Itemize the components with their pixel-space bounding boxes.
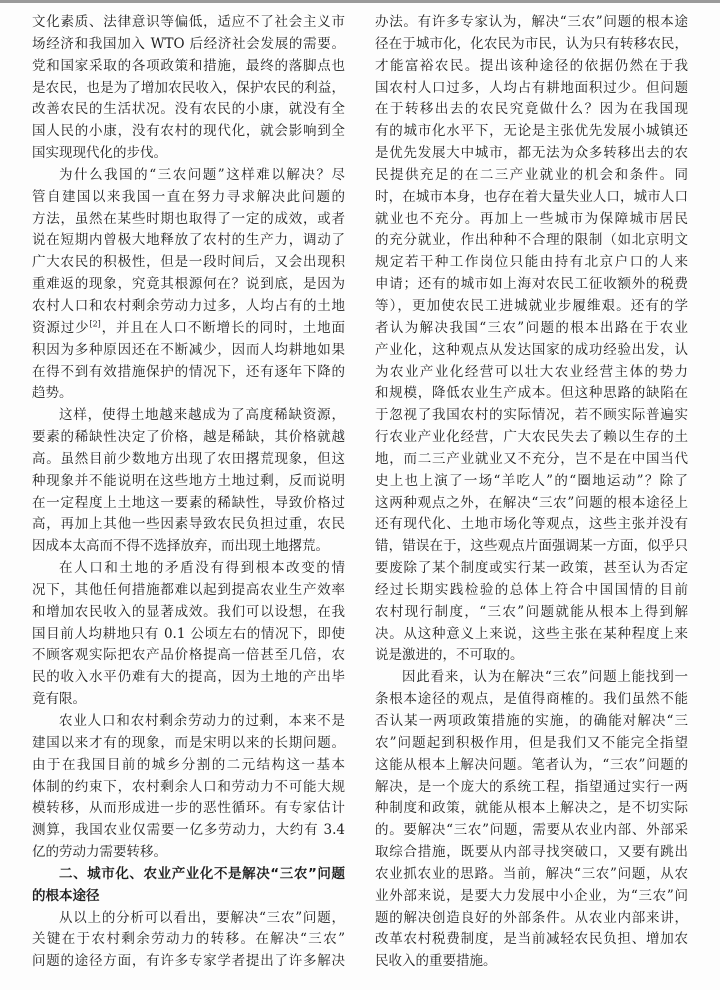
text-line: 农”问题起到积极作用，但是我们又不能完全指望 (375, 734, 688, 751)
text-line: 申请；还有的城市如上海对农民工征收额外的税费 (375, 276, 688, 293)
text-line: 产业化，这种观点从发达国家的成功经验出发，认 (375, 341, 688, 358)
text-line: 是优先发展大中城市，都无法为众多转移出去的农 (375, 145, 688, 162)
paragraph (375, 12, 688, 667)
text-line: 还有现代化、土地市场化等观点，这些主张并没有 (375, 516, 688, 533)
text-line: 者认为解决我国“三农”问题的根本出路在于农业 (375, 319, 688, 336)
text-line: 规定若干种工作岗位只能由持有北京户口的人来 (375, 254, 688, 271)
paragraph (32, 908, 345, 974)
text-line: 种现象并不能说明在这些地方土地过剩，反而说明 (32, 472, 345, 489)
text-line: 民收入的重要措施。 (375, 953, 497, 970)
text-line: 题的解决创造良好的外部条件。从农业内部来讲， (375, 909, 688, 926)
text-line (32, 318, 345, 340)
text-line: 办法。有许多专家认为，解决“三农”问题的根本途 (375, 14, 688, 30)
text-segment: ，并且在人口不断增长的同时，土地面 (100, 319, 346, 336)
text-line: 和规模，降低农业生产成本。但这种思路的缺陷在 (375, 385, 688, 402)
text-line: 否认某一两项政策措施的实施，的确能对解决“三 (375, 713, 688, 729)
text-line: 因此看来，认为在解决“三农”问题上能找到一 (402, 669, 688, 686)
text-line: 积因为多种原因还在不断减少，因而人均耕地如果 (32, 341, 345, 358)
text-line: 亿的劳动力需要转移。 (32, 844, 167, 861)
text-line: 国目前人均耕地只有 0.1 公顷左右的情况下，即使 (32, 625, 345, 642)
text-line: 民提供充足的在二三产业就业的机会和条件。同 (375, 166, 688, 183)
text-line: 解决，是一个庞大的系统工程，指望通过实行一两 (375, 778, 688, 795)
text-line: 重难返的现象，究竟其根源何在？说到底，是因为 (32, 276, 345, 293)
text-line: 趋势。 (32, 385, 73, 402)
text-line: 在人口和土地的矛盾没有得到根本改变的情 (59, 560, 345, 577)
text-line: 农业人口和农村剩余劳动力的过剩，本来不是 (59, 713, 345, 729)
text-line: 这能从根本上解决问题。笔者认为，“三农”问题的 (375, 756, 688, 773)
text-line: 业外部来说，是要大力发展中小企业，为“三农”问 (375, 887, 688, 904)
text-line: 问题的途径方面，有许多专家学者提出了许多解决 (32, 953, 345, 970)
text-line: 国农村人口过多，人均占有耕地面积过少。但问题 (375, 79, 688, 96)
text-line: 广大农民的积极性，但是一段时间后，又会出现积 (32, 254, 345, 271)
text-line: 况下，其他任何措施都难以起到提高农业生产效率 (32, 581, 345, 598)
text-line: 就业也不充分。再加上一些城市为保障城市居民 (375, 210, 688, 227)
text-line: 要素的稀缺性决定了价格，越是稀缺，其价格就越 (32, 429, 345, 446)
section-heading (32, 864, 345, 908)
text-line: 有的城市化水平下，无论是主张优先发展小城镇还 (375, 123, 688, 140)
text-line: 改革农村税费制度，是当前减轻农民负担、增加农 (375, 931, 688, 948)
text-line: 要废除了某个制度或实行某一政策，甚至认为否定 (375, 560, 688, 577)
text-line: 模转移，从而形成进一步的恶性循环。有专家估计 (32, 800, 345, 817)
paragraph (32, 12, 345, 165)
text-line: 二、城市化、农业产业化不是解决“三农”问题 (59, 865, 345, 882)
text-line: 体制的约束下，农村剩余人口和劳动力不可能大规 (32, 778, 345, 795)
text-line: 等），更加使农民工进城就业步履维艰。还有的学 (375, 297, 688, 314)
text-line: 国实现现代化的步伐。 (32, 145, 167, 162)
text-line: 不顾客观实际把农产品价格提高一倍甚至几倍，农 (32, 647, 345, 664)
text-line: 的充分就业，作出种种不合理的限制（如北京明文 (375, 232, 688, 249)
citation-reference: [2] (89, 319, 101, 329)
text-line: 场经济和我国加入 WTO 后经济社会发展的需要。 (32, 35, 345, 52)
text-line: 国人民的小康，没有农村的现代化，就会影响到全 (32, 123, 345, 140)
text-line: 在一定程度上土地这一要素的稀缺性，导致价格过 (32, 494, 345, 511)
text-line: 高，再加上其他一些因素导致农民负担过重，农民 (32, 516, 345, 533)
text-line: 说是激进的，不可取的。 (375, 647, 524, 664)
text-line: 农村人口和农村剩余劳动力过多，人均占有的土地 (32, 297, 345, 314)
text-line: 才能富裕农民。提出该种途径的依据仍然在于我 (375, 57, 688, 74)
text-line: 管自建国以来我国一直在努力寻求解决此问题的 (32, 188, 345, 205)
text-line: 行农业产业化经营，广大农民失去了赖以生存的土 (375, 429, 688, 446)
paragraph (32, 711, 345, 864)
paragraph (375, 667, 688, 973)
scan-edge (0, 0, 720, 3)
paragraph (32, 558, 345, 711)
text-line: 时，在城市本身，也存在着大量失业人口，城市人口 (375, 188, 688, 205)
paragraph (32, 405, 345, 558)
text-line: 说在短期内曾极大地释放了农村的生产力，调动了 (32, 232, 345, 249)
text-line: 竟有限。 (32, 691, 86, 708)
text-line: 取综合措施，既要从内部寻找突破口，又要有跳出 (375, 844, 688, 861)
text-line: 史上也上演了一场“羊吃人”的“圈地运动”？除了 (375, 472, 688, 489)
text-line: 条根本途径的观点，是值得商榷的。我们虽然不能 (375, 691, 688, 708)
right-column (375, 12, 688, 973)
text-line: 决。从这种意义上来说，这些主张在某种程度上来 (375, 625, 688, 642)
text-line: 为什么我国的“三农问题”这样难以解决？尽 (59, 166, 345, 183)
text-line: 于忽视了我国农村的实际情况，若不顾实际普遍实 (375, 407, 688, 424)
text-line: 民的收入水平仍难有大的提高，因为土地的产出毕 (32, 669, 345, 686)
text-line: 农村现行制度，“三农”问题就能从根本上得到解 (375, 603, 688, 620)
text-line: 和增加农民收入的显著成效。我们可以设想，在我 (32, 603, 345, 620)
text-line: 经过长期实践检验的总体上符合中国国情的目前 (375, 581, 688, 598)
paragraph (32, 165, 345, 405)
text-line: 文化素质、法律意识等偏低，适应不了社会主义市 (32, 14, 345, 30)
text-line: 在于转移出去的农民究竟做什么？因为在我国现 (375, 101, 688, 118)
text-segment: 资源过少 (32, 319, 90, 336)
text-line: 高。虽然目前少数地方出现了农田撂荒现象，但这 (32, 450, 345, 467)
text-line: 改善农民的生活状况。没有农民的小康，就没有全 (32, 101, 345, 118)
text-line: 径在于城市化，化农民为市民，认为只有转移农民， (375, 35, 688, 52)
text-line: 从以上的分析可以看出，要解决“三农”问题， (59, 909, 345, 926)
text-line: 这样，使得土地越来越成为了高度稀缺资源， (59, 407, 345, 424)
text-line: 错，错误在于，这些观点片面强调某一方面，似乎只 (375, 538, 688, 555)
text-line: 在得不到有效措施保护的情况下，还有逐年下降的 (32, 363, 345, 380)
text-line: 这两种观点之外，在解决“三农”问题的根本途径上 (375, 494, 688, 511)
text-line: 地，而二三产业就业又不充分，岂不是在中国当代 (375, 450, 688, 467)
text-line: 党和国家采取的各项政策和措施，最终的落脚点也 (32, 57, 345, 74)
left-column (32, 12, 345, 973)
text-line: 因成本太高而不得不选择放弃，而出现土地撂荒。 (32, 538, 329, 555)
text-line: 方法，虽然在某些时期也取得了一定的成效，或者 (32, 210, 345, 227)
text-line: 由于在我国目前的城乡分割的二元结构这一基本 (32, 756, 345, 773)
text-line: 种制度和政策，就能从根本上解决之，是不切实际 (375, 800, 688, 817)
text-line: 测算，我国农业仅需要一亿多劳动力，大约有 3.4 (32, 822, 345, 839)
text-line: 建国以来才有的现象，而是宋明以来的长期问题。 (32, 734, 345, 751)
text-line: 的。要解决“三农”问题，需要从农业内部、外部采 (375, 822, 688, 839)
text-line: 关键在于农村剩余劳动力的转移。在解决“三农” (32, 931, 345, 948)
text-line: 为农业产业化经营可以壮大农业经营主体的势力 (375, 363, 688, 380)
text-line: 的根本途径 (32, 887, 100, 904)
text-line: 是农民，也是为了增加农民收入，保护农民的利益， (32, 79, 345, 96)
text-line: 农业抓农业的思路。当前，解决“三农”问题，从农 (375, 865, 688, 882)
